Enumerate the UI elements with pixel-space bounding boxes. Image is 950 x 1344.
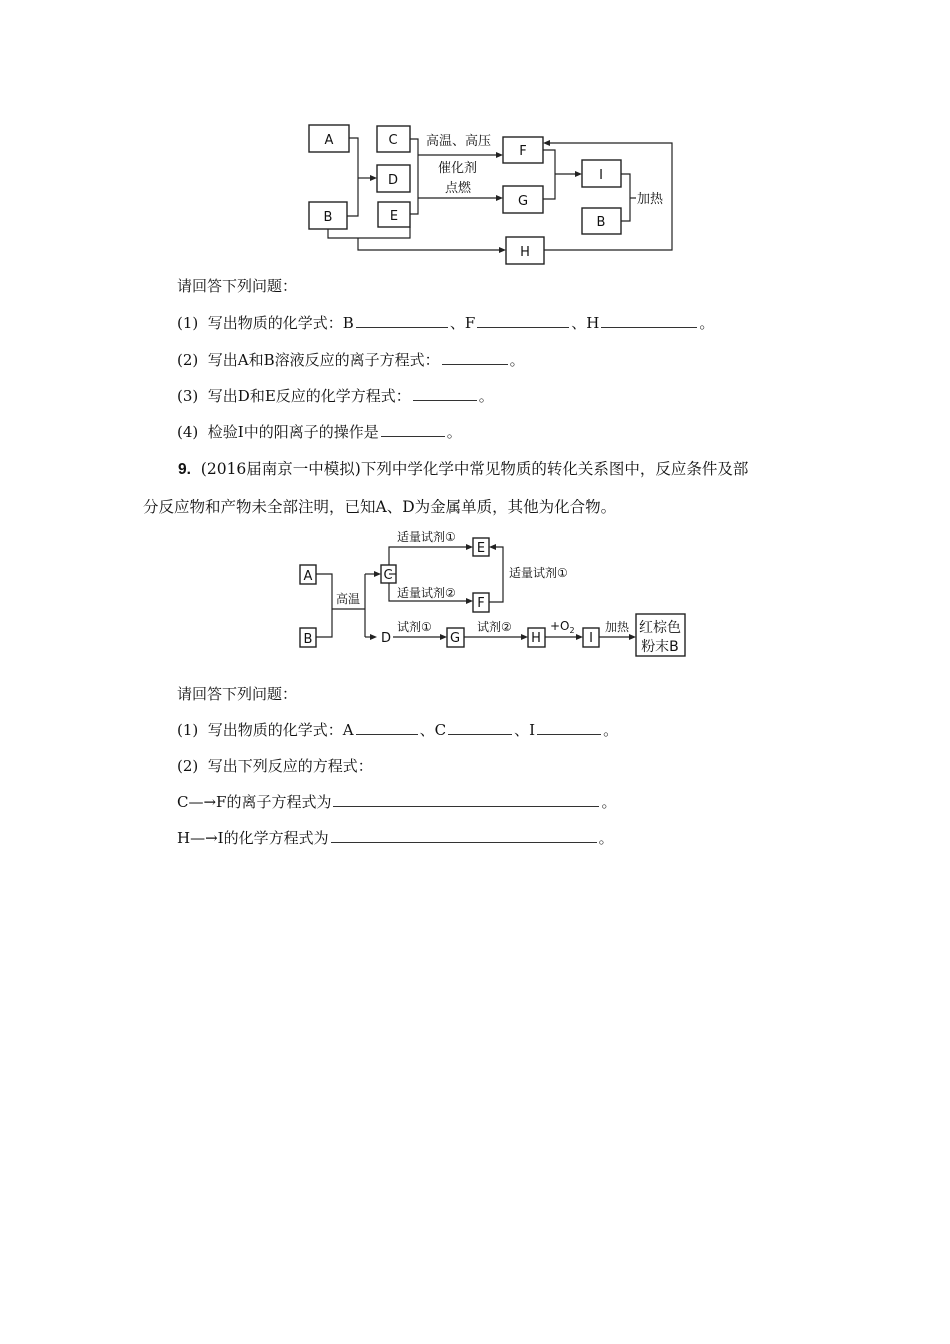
node-I-label: I [599, 168, 603, 183]
node-B2 [582, 208, 621, 234]
node-A-label: A [324, 133, 334, 148]
diagram-2 [0, 525, 950, 675]
node-F [503, 137, 543, 163]
q8-intro: 请回答下列问题： [177, 277, 298, 295]
svg-text:红棕色: 红棕色 [639, 620, 681, 636]
node-C-label: C [388, 133, 398, 148]
label-reagent1-ce: 适量试剂① [397, 530, 456, 544]
answer-blank[interactable] [356, 313, 448, 328]
node-D-label: D [387, 173, 399, 188]
answer-blank[interactable] [333, 792, 599, 807]
q9-stem-line-2: 分反应物和产物未全部注明，已知A、D为金属单质，其他为化合物。 [143, 498, 617, 516]
node-D-label: D [381, 631, 392, 646]
node-E-label: E [389, 209, 399, 224]
q9-stem-line-1: 9. (2016届南京一中模拟)下列中学化学中常见物质的转化关系图中，反应条件及部 [178, 460, 749, 478]
answer-blank[interactable] [331, 828, 597, 843]
label-ignite: 点燃 [445, 181, 472, 196]
node-G [503, 186, 543, 213]
answer-blank[interactable] [381, 422, 445, 437]
answer-blank[interactable] [442, 350, 508, 365]
node-G-label: G [517, 194, 529, 209]
label-heat: 加热 [637, 192, 664, 207]
node-B-label: B [323, 210, 333, 225]
label-reagent1-fe: 适量试剂① [509, 566, 568, 580]
label-high-temp-pressure: 高温、高压 [426, 134, 492, 149]
label-heat: 加热 [605, 620, 630, 634]
node-A [300, 565, 316, 584]
node-I [582, 160, 621, 187]
node-B [309, 202, 347, 229]
label-o2: $+O_2$ [550, 619, 575, 635]
q9-part-2: (2) 写出下列反应的方程式： [177, 757, 373, 775]
answer-blank[interactable] [477, 313, 569, 328]
svg-text:A: A [303, 569, 313, 584]
svg-text:H: H [531, 631, 541, 646]
q9-intro: 请回答下列问题： [177, 685, 298, 703]
svg-text:B: B [303, 632, 313, 647]
label-catalyst: 催化剂 [438, 161, 478, 176]
node-H [528, 628, 545, 647]
node-E [473, 538, 489, 556]
node-H-label: H [520, 245, 530, 260]
svg-text:G: G [449, 631, 461, 646]
q9-part-1: (1) 写出物质的化学式：A 、C 、I 。 [177, 721, 619, 739]
q8-p1-num: (1) [177, 314, 199, 332]
node-D [377, 165, 410, 192]
label-reagent1-dg: 试剂① [397, 620, 432, 634]
q9-part-3: C—→F的离子方程式为 。 [177, 793, 617, 811]
svg-text:F: F [477, 596, 485, 611]
q8-part-3: (3) 写出D和E反应的化学方程式： 。 [177, 387, 494, 405]
svg-text:E: E [476, 541, 486, 556]
node-G [447, 628, 464, 647]
node-F-label: F [519, 144, 527, 159]
q9-part-4: H—→I的化学方程式为 。 [177, 829, 614, 847]
answer-blank[interactable] [537, 720, 601, 735]
svg-text:C: C [383, 568, 393, 583]
svg-text:粉末B: 粉末B [641, 639, 679, 655]
diagram-1 [0, 0, 950, 280]
label-high-temp: 高温 [336, 592, 361, 606]
answer-blank[interactable] [601, 313, 697, 328]
node-I [583, 628, 599, 647]
node-H [506, 237, 544, 264]
q8-p1-text: 写出物质的化学式：B [207, 314, 354, 332]
answer-blank[interactable] [356, 720, 418, 735]
node-B2-label: B [596, 215, 606, 230]
node-product [636, 614, 685, 656]
answer-blank[interactable] [413, 386, 477, 401]
q9-number: 9. [178, 461, 191, 478]
q8-part-2: (2) 写出A和B溶液反应的离子方程式： 。 [177, 351, 525, 369]
node-C [377, 126, 410, 152]
label-reagent2-cf: 适量试剂② [397, 586, 456, 600]
label-reagent2-gh: 试剂② [477, 620, 512, 634]
node-F [473, 593, 489, 612]
q8-part-1: (1) 写出物质的化学式：B 、F 、H 。 [177, 314, 715, 332]
answer-blank[interactable] [448, 720, 512, 735]
q8-part-4: (4) 检验I中的阳离子的操作是 。 [177, 423, 462, 441]
node-A [309, 125, 349, 152]
node-B [300, 628, 316, 647]
svg-text:I: I [589, 631, 593, 646]
node-E [378, 202, 410, 227]
